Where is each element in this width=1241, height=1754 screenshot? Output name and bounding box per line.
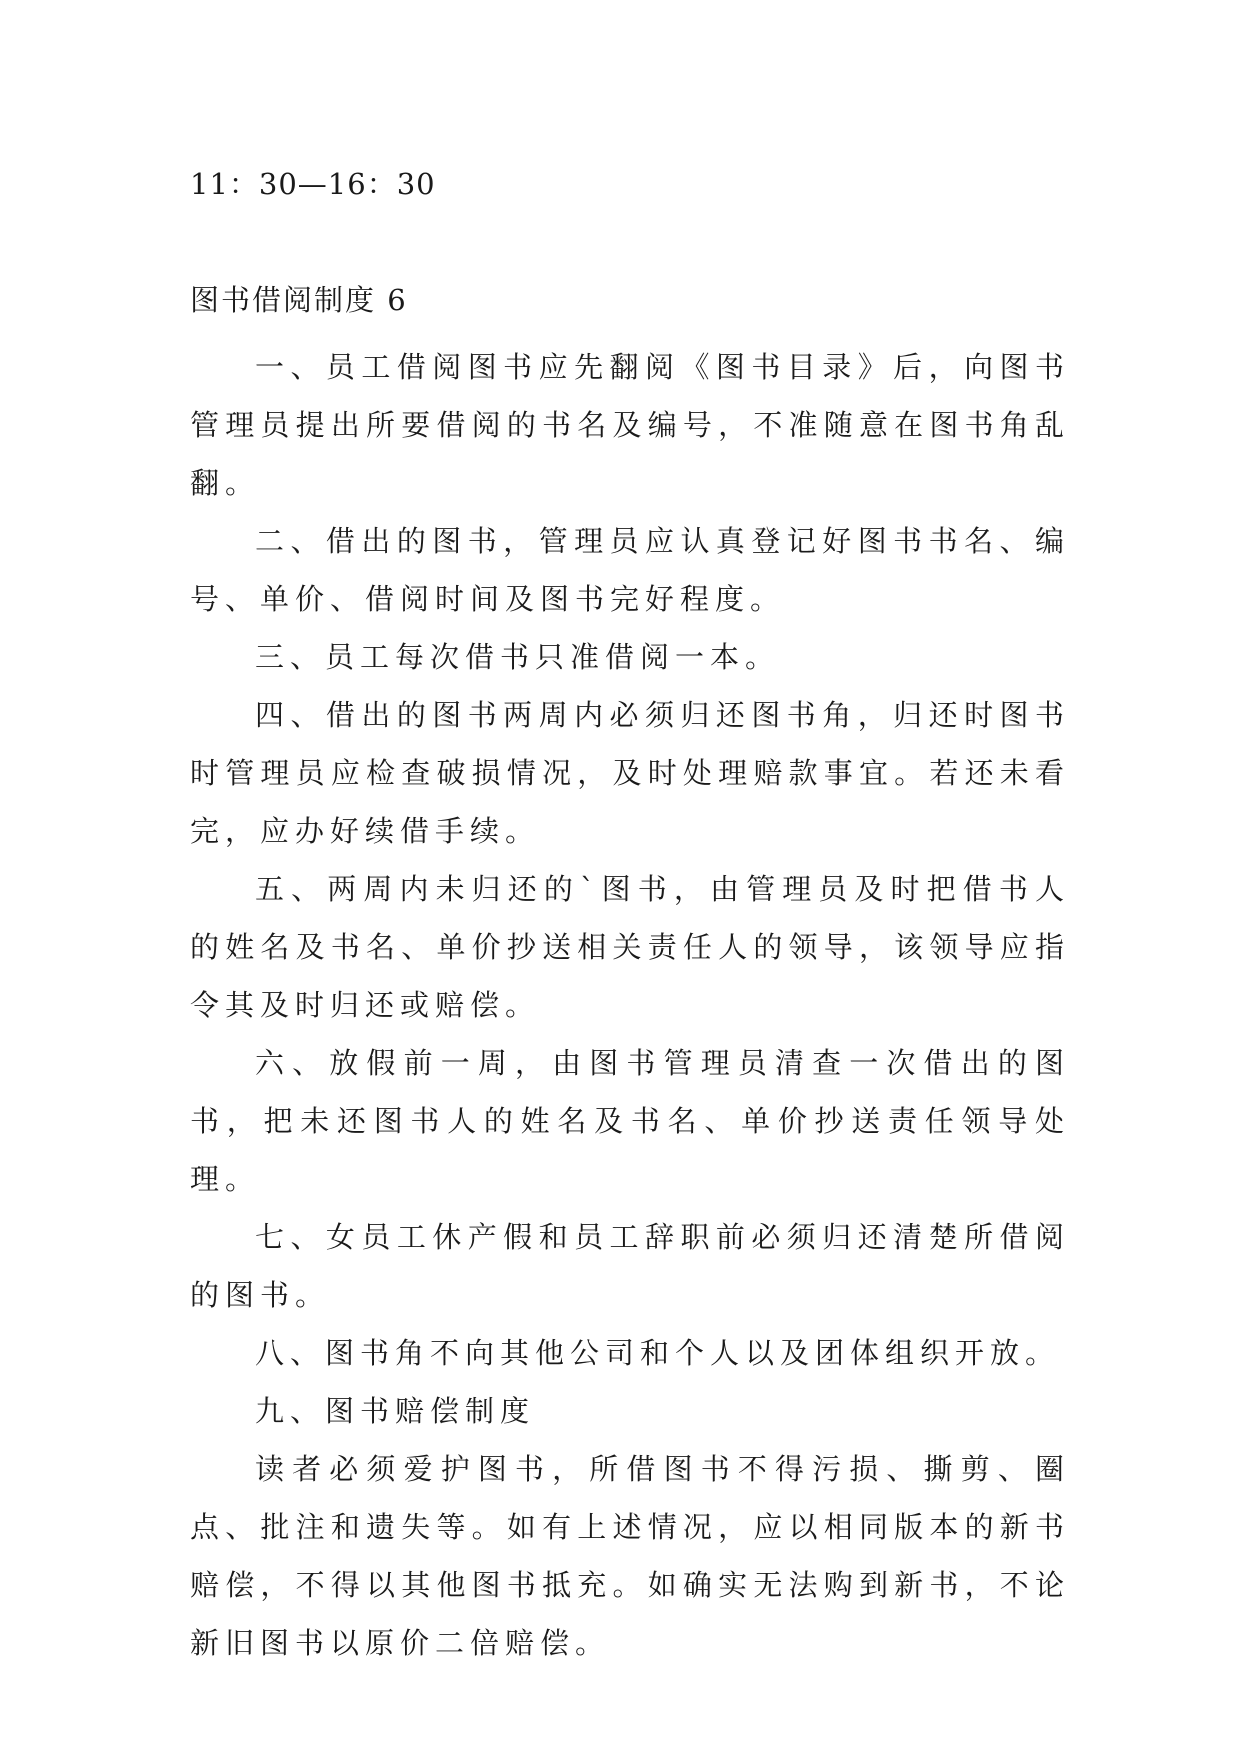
paragraph-5: 五、两周内未归还的`图书，由管理员及时把借书人的姓名及书名、单价抄送相关责任人的领导，该领导应指令其及时归还或赔偿。 — [190, 872, 1070, 1022]
time-range-text: 11：30—16：30 — [190, 167, 436, 201]
paragraph-2: 二、借出的图书，管理员应认真登记好图书书名、编号、单价、借阅时间及图书完好程度。 — [190, 524, 1070, 616]
paragraph-7: 七、女员工休产假和员工辞职前必须归还清楚所借阅的图书。 — [190, 1220, 1070, 1312]
paragraph-8: 八、图书角不向其他公司和个人以及团体组织开放。 — [255, 1336, 1061, 1370]
paragraph-4: 四、借出的图书两周内必须归还图书角，归还时图书时管理员应检查破损情况，及时处理赔款事宜。若还未看完，应办好续借手续。 — [190, 698, 1070, 848]
paragraph-9: 九、图书赔偿制度 — [255, 1394, 536, 1428]
section-title: 图书借阅制度 6 — [190, 283, 408, 317]
paragraph-6: 六、放假前一周，由图书管理员清查一次借出的图书，把未还图书人的姓名及书名、单价抄送责任领导处理。 — [190, 1046, 1070, 1196]
document-body — [190, 338, 1070, 1672]
paragraph-1: 一、员工借阅图书应先翻阅《图书目录》后，向图书管理员提出所要借阅的书名及编号，不准随意在图书角乱翻。 — [190, 350, 1070, 500]
paragraph-3: 三、员工每次借书只准借阅一本。 — [255, 640, 781, 674]
paragraph-10: 读者必须爱护图书，所借图书不得污损、撕剪、圈点、批注和遗失等。如有上述情况，应以相同版本的新书赔偿，不得以其他图书抵充。如确实无法购到新书，不论新旧图书以原价二倍赔偿。 — [190, 1452, 1070, 1660]
